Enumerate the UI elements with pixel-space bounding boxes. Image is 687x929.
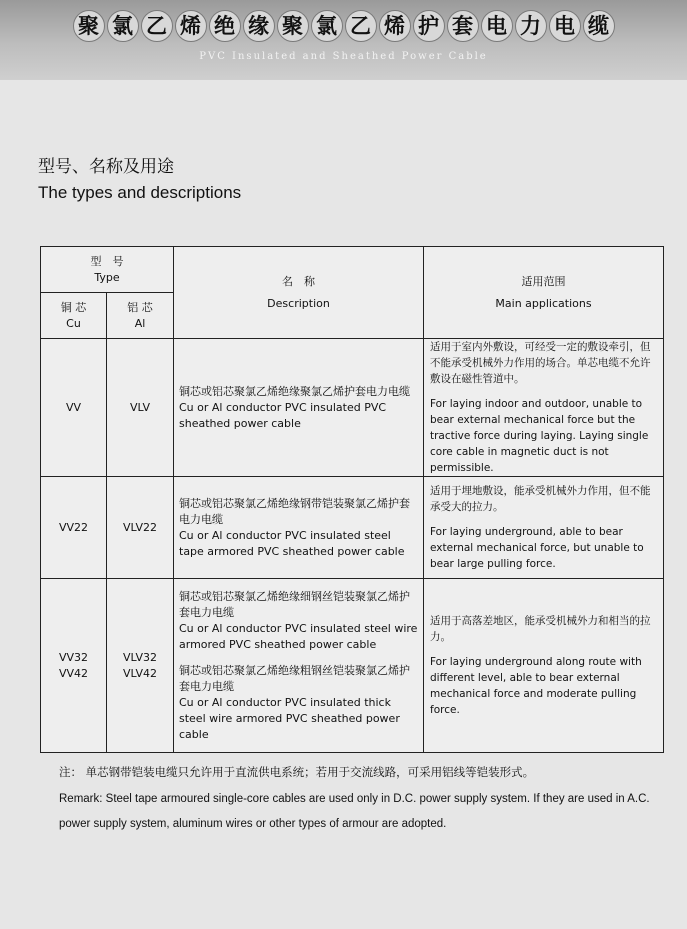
al-header-cn: 铝 芯	[127, 300, 153, 314]
applications-cn: 适用于高落差地区，能承受机械外力和相当的拉力。	[430, 615, 651, 643]
applications-cn: 适用于室内外敷设，可经受一定的敷设牵引，但不能承受机械外力作用的场合。单芯电缆不允许敷设在磁性管道中。	[430, 341, 651, 385]
cu-model: VV	[41, 339, 107, 477]
description-header	[174, 247, 424, 339]
applications-en: For laying underground along route with different level, able to bear external mechanical force and moderate pulling force.	[430, 656, 642, 716]
type-header	[41, 247, 174, 293]
banner-title-char: 乙	[141, 10, 173, 42]
banner-title-char: 电	[549, 10, 581, 42]
applications-cell	[424, 339, 664, 477]
description-cn: 铜芯或铝芯聚氯乙烯绝缘粗钢丝铠装聚氯乙烯护套电力电缆	[179, 663, 410, 693]
table-row	[41, 579, 664, 753]
applications-cell	[424, 579, 664, 753]
cu-model: VV22	[41, 477, 107, 579]
description-cn: 铜芯或铝芯聚氯乙烯绝缘聚氯乙烯护套电力电缆	[179, 384, 410, 398]
banner-title-char: 乙	[345, 10, 377, 42]
description-cell	[174, 579, 424, 753]
banner-title-char: 烯	[175, 10, 207, 42]
banner-title-char: 烯	[379, 10, 411, 42]
banner-title-char: 缘	[243, 10, 275, 42]
al-model: VLV32 VLV42	[107, 579, 174, 753]
banner-title-char: 护	[413, 10, 445, 42]
applications-header-cn: 适用范围	[521, 274, 566, 288]
al-model: VLV22	[107, 477, 174, 579]
banner-title-char: 聚	[277, 10, 309, 42]
table-row	[41, 339, 664, 477]
page-banner	[0, 0, 687, 80]
banner-title-char: 缆	[583, 10, 615, 42]
type-header-en: Type	[94, 270, 120, 284]
description-cell	[174, 477, 424, 579]
description-en: Cu or Al conductor PVC insulated steel wire armored PVC sheathed power cable	[179, 621, 418, 651]
cu-model: VV32 VV42	[41, 579, 107, 753]
banner-title-char: 套	[447, 10, 479, 42]
section-title-cn: 型号、名称及用途	[38, 157, 174, 177]
applications-cell	[424, 477, 664, 579]
banner-subtitle: PVC Insulated and Sheathed Power Cable	[199, 51, 488, 62]
banner-title-char: 绝	[209, 10, 241, 42]
banner-title	[0, 10, 687, 42]
applications-en: For laying indoor and outdoor, unable to bear external mechanical force but the tractive force during laying. Laying single core cable in magnetic duct is not permissible.	[430, 398, 649, 474]
description-en: Cu or Al conductor PVC insulated PVC sheathed power cable	[179, 400, 387, 430]
description-cn: 铜芯或铝芯聚氯乙烯绝缘细钢丝铠装聚氯乙烯护套电力电缆	[179, 589, 410, 619]
banner-title-char: 聚	[73, 10, 105, 42]
applications-cn: 适用于埋地敷设，能承受机械外力作用，但不能承受大的拉力。	[430, 485, 651, 513]
applications-en: For laying underground, able to bear external mechanical force, but unable to bear large pulling force.	[430, 526, 644, 570]
description-header-cn: 名 称	[282, 274, 315, 288]
type-header-cn: 型 号	[90, 254, 124, 268]
remark-en: Remark: Steel tape armoured single-core cables are used only in D.C. power supply system. If they are used in A.C. power supply system, aluminum wires or other types of armour are adopted.	[59, 793, 650, 830]
description-cn: 铜芯或铝芯聚氯乙烯绝缘钢带铠装聚氯乙烯护套电力电缆	[179, 496, 410, 526]
banner-title-char: 氯	[311, 10, 343, 42]
cu-header-cn: 铜 芯	[60, 300, 87, 314]
remark-cn: 注： 单芯钢带铠装电缆只允许用于直流供电系统；若用于交流线路，可采用铝线等铠装形式。	[59, 765, 535, 779]
banner-title-char: 力	[515, 10, 547, 42]
description-cell	[174, 339, 424, 477]
al-header-en: Al	[134, 316, 146, 330]
description-en: Cu or Al conductor PVC insulated thick steel wire armored PVC sheathed power cable	[179, 695, 400, 741]
banner-title-char: 氯	[107, 10, 139, 42]
cu-header-en: Cu	[66, 316, 81, 330]
cable-types-table	[40, 246, 664, 753]
table-header-row	[41, 247, 664, 293]
description-en: Cu or Al conductor PVC insulated steel tape armored PVC sheathed power cable	[179, 528, 405, 558]
applications-header	[424, 247, 664, 339]
applications-header-en: Main applications	[495, 296, 592, 310]
banner-title-char: 电	[481, 10, 513, 42]
cu-header	[41, 293, 107, 339]
al-header	[107, 293, 174, 339]
table-row	[41, 477, 664, 579]
description-header-en: Description	[267, 296, 330, 310]
al-model: VLV	[107, 339, 174, 477]
section-title-en: The types and descriptions	[38, 183, 242, 202]
